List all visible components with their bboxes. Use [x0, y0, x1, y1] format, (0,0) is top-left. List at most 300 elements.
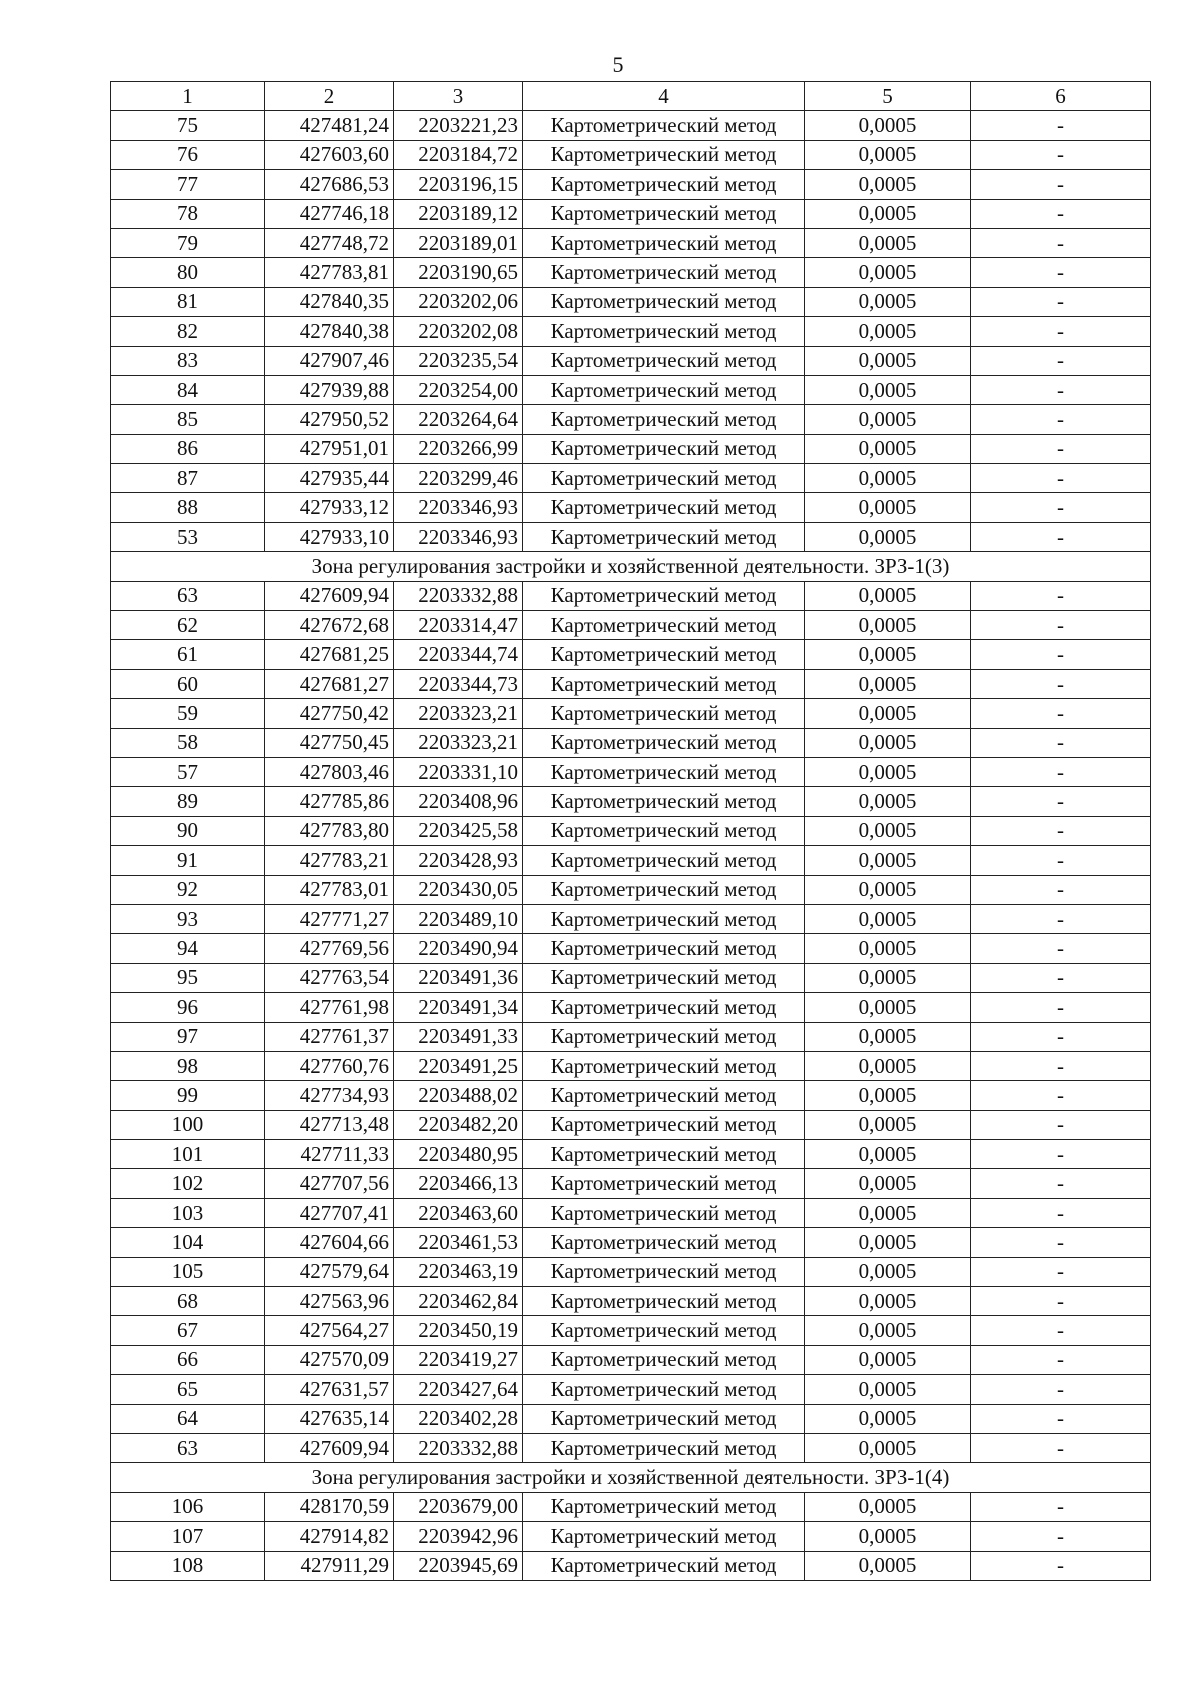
- point-number-cell: 68: [111, 1287, 265, 1316]
- point-number-cell: 85: [111, 405, 265, 434]
- table-row: [111, 375, 1151, 404]
- header-cell-2: 2: [265, 82, 394, 111]
- point-number-cell: 87: [111, 464, 265, 493]
- description-cell: -: [971, 757, 1151, 786]
- method-cell: Картометрический метод: [523, 317, 805, 346]
- description-cell: -: [971, 728, 1151, 757]
- section-title: Зона регулирования застройки и хозяйственной деятельности. ЗРЗ-1(3): [111, 552, 1151, 581]
- method-cell: Картометрический метод: [523, 522, 805, 551]
- method-cell: Картометрический метод: [523, 1022, 805, 1051]
- accuracy-cell: 0,0005: [805, 611, 971, 640]
- point-number-cell: 58: [111, 728, 265, 757]
- point-number-cell: 96: [111, 993, 265, 1022]
- x-coordinate-cell: 427783,81: [265, 258, 394, 287]
- method-cell: Картометрический метод: [523, 493, 805, 522]
- table-row: [111, 875, 1151, 904]
- x-coordinate-cell: 427840,35: [265, 287, 394, 316]
- table-row: [111, 963, 1151, 992]
- accuracy-cell: 0,0005: [805, 317, 971, 346]
- method-cell: Картометрический метод: [523, 228, 805, 257]
- accuracy-cell: 0,0005: [805, 640, 971, 669]
- table-row: [111, 846, 1151, 875]
- x-coordinate-cell: 427686,53: [265, 170, 394, 199]
- method-cell: Картометрический метод: [523, 1169, 805, 1198]
- description-cell: -: [971, 934, 1151, 963]
- method-cell: Картометрический метод: [523, 875, 805, 904]
- y-coordinate-cell: 2203450,19: [394, 1316, 523, 1345]
- method-cell: Картометрический метод: [523, 728, 805, 757]
- accuracy-cell: 0,0005: [805, 1169, 971, 1198]
- description-cell: -: [971, 581, 1151, 610]
- accuracy-cell: 0,0005: [805, 846, 971, 875]
- section-title: Зона регулирования застройки и хозяйственной деятельности. ЗРЗ-1(4): [111, 1463, 1151, 1492]
- y-coordinate-cell: 2203945,69: [394, 1551, 523, 1580]
- accuracy-cell: 0,0005: [805, 434, 971, 463]
- table-row: [111, 1433, 1151, 1462]
- accuracy-cell: 0,0005: [805, 581, 971, 610]
- point-number-cell: 102: [111, 1169, 265, 1198]
- x-coordinate-cell: 427761,37: [265, 1022, 394, 1051]
- point-number-cell: 86: [111, 434, 265, 463]
- point-number-cell: 100: [111, 1110, 265, 1139]
- y-coordinate-cell: 2203266,99: [394, 434, 523, 463]
- method-cell: Картометрический метод: [523, 1110, 805, 1139]
- accuracy-cell: 0,0005: [805, 669, 971, 698]
- method-cell: Картометрический метод: [523, 170, 805, 199]
- table-row: [111, 640, 1151, 669]
- x-coordinate-cell: 427783,01: [265, 875, 394, 904]
- y-coordinate-cell: 2203482,20: [394, 1110, 523, 1139]
- description-cell: -: [971, 1022, 1151, 1051]
- x-coordinate-cell: 427748,72: [265, 228, 394, 257]
- method-cell: Картометрический метод: [523, 1492, 805, 1521]
- y-coordinate-cell: 2203184,72: [394, 140, 523, 169]
- description-cell: -: [971, 669, 1151, 698]
- table-row: [111, 1198, 1151, 1227]
- y-coordinate-cell: 2203332,88: [394, 1433, 523, 1462]
- method-cell: Картометрический метод: [523, 464, 805, 493]
- y-coordinate-cell: 2203427,64: [394, 1375, 523, 1404]
- description-cell: -: [971, 640, 1151, 669]
- y-coordinate-cell: 2203189,12: [394, 199, 523, 228]
- accuracy-cell: 0,0005: [805, 1316, 971, 1345]
- method-cell: Картометрический метод: [523, 904, 805, 933]
- x-coordinate-cell: 427481,24: [265, 111, 394, 140]
- x-coordinate-cell: 427803,46: [265, 757, 394, 786]
- y-coordinate-cell: 2203488,02: [394, 1081, 523, 1110]
- y-coordinate-cell: 2203942,96: [394, 1522, 523, 1551]
- y-coordinate-cell: 2203235,54: [394, 346, 523, 375]
- table-row: [111, 757, 1151, 786]
- accuracy-cell: 0,0005: [805, 1198, 971, 1227]
- x-coordinate-cell: 427933,12: [265, 493, 394, 522]
- point-number-cell: 83: [111, 346, 265, 375]
- y-coordinate-cell: 2203490,94: [394, 934, 523, 963]
- method-cell: Картометрический метод: [523, 140, 805, 169]
- y-coordinate-cell: 2203314,47: [394, 611, 523, 640]
- header-cell-3: 3: [394, 82, 523, 111]
- accuracy-cell: 0,0005: [805, 522, 971, 551]
- description-cell: -: [971, 1198, 1151, 1227]
- method-cell: Картометрический метод: [523, 434, 805, 463]
- header-cell-1: 1: [111, 82, 265, 111]
- point-number-cell: 63: [111, 1433, 265, 1462]
- x-coordinate-cell: 427713,48: [265, 1110, 394, 1139]
- point-number-cell: 78: [111, 199, 265, 228]
- y-coordinate-cell: 2203480,95: [394, 1140, 523, 1169]
- x-coordinate-cell: 427933,10: [265, 522, 394, 551]
- accuracy-cell: 0,0005: [805, 1257, 971, 1286]
- method-cell: Картометрический метод: [523, 1051, 805, 1080]
- y-coordinate-cell: 2203491,34: [394, 993, 523, 1022]
- description-cell: -: [971, 1492, 1151, 1521]
- method-cell: Картометрический метод: [523, 258, 805, 287]
- point-number-cell: 65: [111, 1375, 265, 1404]
- y-coordinate-cell: 2203332,88: [394, 581, 523, 610]
- description-cell: -: [971, 1169, 1151, 1198]
- x-coordinate-cell: 427609,94: [265, 1433, 394, 1462]
- table-row: [111, 993, 1151, 1022]
- point-number-cell: 53: [111, 522, 265, 551]
- table-row: [111, 170, 1151, 199]
- table-row: [111, 1081, 1151, 1110]
- description-cell: -: [971, 140, 1151, 169]
- method-cell: Картометрический метод: [523, 1433, 805, 1462]
- y-coordinate-cell: 2203323,21: [394, 728, 523, 757]
- description-cell: -: [971, 1522, 1151, 1551]
- description-cell: -: [971, 816, 1151, 845]
- accuracy-cell: 0,0005: [805, 1375, 971, 1404]
- description-cell: -: [971, 699, 1151, 728]
- x-coordinate-cell: 427761,98: [265, 993, 394, 1022]
- y-coordinate-cell: 2203419,27: [394, 1345, 523, 1374]
- y-coordinate-cell: 2203428,93: [394, 846, 523, 875]
- accuracy-cell: 0,0005: [805, 405, 971, 434]
- x-coordinate-cell: 427570,09: [265, 1345, 394, 1374]
- point-number-cell: 94: [111, 934, 265, 963]
- y-coordinate-cell: 2203491,25: [394, 1051, 523, 1080]
- x-coordinate-cell: 427914,82: [265, 1522, 394, 1551]
- y-coordinate-cell: 2203346,93: [394, 493, 523, 522]
- x-coordinate-cell: 427785,86: [265, 787, 394, 816]
- table-row: [111, 1404, 1151, 1433]
- y-coordinate-cell: 2203346,93: [394, 522, 523, 551]
- point-number-cell: 67: [111, 1316, 265, 1345]
- point-number-cell: 84: [111, 375, 265, 404]
- accuracy-cell: 0,0005: [805, 258, 971, 287]
- method-cell: Картометрический метод: [523, 963, 805, 992]
- description-cell: -: [971, 904, 1151, 933]
- table-body: [111, 82, 1151, 1581]
- method-cell: Картометрический метод: [523, 1345, 805, 1374]
- point-number-cell: 90: [111, 816, 265, 845]
- header-cell-5: 5: [805, 82, 971, 111]
- section-row: [111, 1463, 1151, 1492]
- method-cell: Картометрический метод: [523, 1140, 805, 1169]
- y-coordinate-cell: 2203462,84: [394, 1287, 523, 1316]
- x-coordinate-cell: 427579,64: [265, 1257, 394, 1286]
- accuracy-cell: 0,0005: [805, 993, 971, 1022]
- table-row: [111, 934, 1151, 963]
- x-coordinate-cell: 427604,66: [265, 1228, 394, 1257]
- y-coordinate-cell: 2203202,06: [394, 287, 523, 316]
- accuracy-cell: 0,0005: [805, 963, 971, 992]
- y-coordinate-cell: 2203196,15: [394, 170, 523, 199]
- description-cell: -: [971, 993, 1151, 1022]
- accuracy-cell: 0,0005: [805, 787, 971, 816]
- point-number-cell: 99: [111, 1081, 265, 1110]
- y-coordinate-cell: 2203491,33: [394, 1022, 523, 1051]
- page-number: 5: [612, 52, 624, 77]
- table-row: [111, 787, 1151, 816]
- accuracy-cell: 0,0005: [805, 1433, 971, 1462]
- description-cell: -: [971, 228, 1151, 257]
- description-cell: -: [971, 787, 1151, 816]
- y-coordinate-cell: 2203491,36: [394, 963, 523, 992]
- y-coordinate-cell: 2203489,10: [394, 904, 523, 933]
- x-coordinate-cell: 427564,27: [265, 1316, 394, 1345]
- method-cell: Картометрический метод: [523, 993, 805, 1022]
- table-row: [111, 434, 1151, 463]
- y-coordinate-cell: 2203466,13: [394, 1169, 523, 1198]
- description-cell: -: [971, 522, 1151, 551]
- description-cell: -: [971, 1110, 1151, 1139]
- description-cell: -: [971, 464, 1151, 493]
- y-coordinate-cell: 2203221,23: [394, 111, 523, 140]
- method-cell: Картометрический метод: [523, 611, 805, 640]
- table-row: [111, 111, 1151, 140]
- x-coordinate-cell: 427783,21: [265, 846, 394, 875]
- table-row: [111, 199, 1151, 228]
- description-cell: -: [971, 611, 1151, 640]
- accuracy-cell: 0,0005: [805, 1404, 971, 1433]
- table-row: [111, 1051, 1151, 1080]
- point-number-cell: 66: [111, 1345, 265, 1374]
- y-coordinate-cell: 2203189,01: [394, 228, 523, 257]
- x-coordinate-cell: 427672,68: [265, 611, 394, 640]
- accuracy-cell: 0,0005: [805, 170, 971, 199]
- x-coordinate-cell: 427635,14: [265, 1404, 394, 1433]
- coordinates-table: [110, 81, 1151, 1581]
- y-coordinate-cell: 2203430,05: [394, 875, 523, 904]
- table-row: [111, 1287, 1151, 1316]
- method-cell: Картометрический метод: [523, 816, 805, 845]
- point-number-cell: 104: [111, 1228, 265, 1257]
- accuracy-cell: 0,0005: [805, 199, 971, 228]
- y-coordinate-cell: 2203408,96: [394, 787, 523, 816]
- method-cell: Картометрический метод: [523, 1375, 805, 1404]
- accuracy-cell: 0,0005: [805, 816, 971, 845]
- table-row: [111, 1257, 1151, 1286]
- method-cell: Картометрический метод: [523, 1228, 805, 1257]
- description-cell: -: [971, 1551, 1151, 1580]
- point-number-cell: 62: [111, 611, 265, 640]
- y-coordinate-cell: 2203463,60: [394, 1198, 523, 1227]
- description-cell: -: [971, 493, 1151, 522]
- table-row: [111, 287, 1151, 316]
- table-row: [111, 317, 1151, 346]
- accuracy-cell: 0,0005: [805, 1492, 971, 1521]
- x-coordinate-cell: 428170,59: [265, 1492, 394, 1521]
- x-coordinate-cell: 427746,18: [265, 199, 394, 228]
- method-cell: Картометрический метод: [523, 699, 805, 728]
- y-coordinate-cell: 2203425,58: [394, 816, 523, 845]
- point-number-cell: 77: [111, 170, 265, 199]
- description-cell: -: [971, 405, 1151, 434]
- x-coordinate-cell: 427750,42: [265, 699, 394, 728]
- accuracy-cell: 0,0005: [805, 346, 971, 375]
- table-row: [111, 228, 1151, 257]
- table-row: [111, 1228, 1151, 1257]
- description-cell: -: [971, 1081, 1151, 1110]
- y-coordinate-cell: 2203402,28: [394, 1404, 523, 1433]
- point-number-cell: 79: [111, 228, 265, 257]
- description-cell: -: [971, 963, 1151, 992]
- description-cell: -: [971, 1140, 1151, 1169]
- x-coordinate-cell: 427911,29: [265, 1551, 394, 1580]
- table-row: [111, 493, 1151, 522]
- x-coordinate-cell: 427771,27: [265, 904, 394, 933]
- description-cell: -: [971, 1051, 1151, 1080]
- x-coordinate-cell: 427939,88: [265, 375, 394, 404]
- y-coordinate-cell: 2203679,00: [394, 1492, 523, 1521]
- method-cell: Картометрический метод: [523, 581, 805, 610]
- x-coordinate-cell: 427950,52: [265, 405, 394, 434]
- method-cell: Картометрический метод: [523, 1404, 805, 1433]
- method-cell: Картометрический метод: [523, 1257, 805, 1286]
- accuracy-cell: 0,0005: [805, 1051, 971, 1080]
- accuracy-cell: 0,0005: [805, 904, 971, 933]
- x-coordinate-cell: 427609,94: [265, 581, 394, 610]
- accuracy-cell: 0,0005: [805, 111, 971, 140]
- accuracy-cell: 0,0005: [805, 1228, 971, 1257]
- point-number-cell: 89: [111, 787, 265, 816]
- table-row: [111, 1316, 1151, 1345]
- section-row: [111, 552, 1151, 581]
- point-number-cell: 105: [111, 1257, 265, 1286]
- method-cell: Картометрический метод: [523, 1198, 805, 1227]
- x-coordinate-cell: 427907,46: [265, 346, 394, 375]
- table-row: [111, 816, 1151, 845]
- point-number-cell: 101: [111, 1140, 265, 1169]
- method-cell: Картометрический метод: [523, 1081, 805, 1110]
- header-row: [111, 82, 1151, 111]
- accuracy-cell: 0,0005: [805, 1022, 971, 1051]
- table-row: [111, 1169, 1151, 1198]
- point-number-cell: 60: [111, 669, 265, 698]
- table-row: [111, 669, 1151, 698]
- accuracy-cell: 0,0005: [805, 228, 971, 257]
- point-number-cell: 57: [111, 757, 265, 786]
- description-cell: -: [971, 317, 1151, 346]
- table-row: [111, 522, 1151, 551]
- method-cell: Картометрический метод: [523, 1316, 805, 1345]
- point-number-cell: 92: [111, 875, 265, 904]
- y-coordinate-cell: 2203264,64: [394, 405, 523, 434]
- y-coordinate-cell: 2203463,19: [394, 1257, 523, 1286]
- accuracy-cell: 0,0005: [805, 1551, 971, 1580]
- point-number-cell: 64: [111, 1404, 265, 1433]
- accuracy-cell: 0,0005: [805, 1522, 971, 1551]
- description-cell: -: [971, 1433, 1151, 1462]
- description-cell: -: [971, 1375, 1151, 1404]
- description-cell: -: [971, 1404, 1151, 1433]
- table-row: [111, 464, 1151, 493]
- description-cell: -: [971, 1228, 1151, 1257]
- point-number-cell: 61: [111, 640, 265, 669]
- accuracy-cell: 0,0005: [805, 699, 971, 728]
- description-cell: -: [971, 434, 1151, 463]
- point-number-cell: 95: [111, 963, 265, 992]
- y-coordinate-cell: 2203299,46: [394, 464, 523, 493]
- method-cell: Картометрический метод: [523, 199, 805, 228]
- method-cell: Картометрический метод: [523, 669, 805, 698]
- y-coordinate-cell: 2203202,08: [394, 317, 523, 346]
- accuracy-cell: 0,0005: [805, 934, 971, 963]
- method-cell: Картометрический метод: [523, 346, 805, 375]
- x-coordinate-cell: 427840,38: [265, 317, 394, 346]
- point-number-cell: 80: [111, 258, 265, 287]
- description-cell: -: [971, 199, 1151, 228]
- x-coordinate-cell: 427681,25: [265, 640, 394, 669]
- description-cell: -: [971, 346, 1151, 375]
- table-row: [111, 1492, 1151, 1521]
- method-cell: Картометрический метод: [523, 787, 805, 816]
- point-number-cell: 81: [111, 287, 265, 316]
- method-cell: Картометрический метод: [523, 287, 805, 316]
- description-cell: -: [971, 1287, 1151, 1316]
- x-coordinate-cell: 427750,45: [265, 728, 394, 757]
- table-row: [111, 405, 1151, 434]
- table-row: [111, 1375, 1151, 1404]
- y-coordinate-cell: 2203344,74: [394, 640, 523, 669]
- x-coordinate-cell: 427707,56: [265, 1169, 394, 1198]
- table-row: [111, 581, 1151, 610]
- header-cell-4: 4: [523, 82, 805, 111]
- accuracy-cell: 0,0005: [805, 1110, 971, 1139]
- accuracy-cell: 0,0005: [805, 757, 971, 786]
- accuracy-cell: 0,0005: [805, 728, 971, 757]
- accuracy-cell: 0,0005: [805, 464, 971, 493]
- point-number-cell: 91: [111, 846, 265, 875]
- point-number-cell: 93: [111, 904, 265, 933]
- accuracy-cell: 0,0005: [805, 375, 971, 404]
- method-cell: Картометрический метод: [523, 640, 805, 669]
- description-cell: -: [971, 375, 1151, 404]
- accuracy-cell: 0,0005: [805, 1140, 971, 1169]
- point-number-cell: 103: [111, 1198, 265, 1227]
- y-coordinate-cell: 2203344,73: [394, 669, 523, 698]
- point-number-cell: 108: [111, 1551, 265, 1580]
- accuracy-cell: 0,0005: [805, 140, 971, 169]
- point-number-cell: 82: [111, 317, 265, 346]
- x-coordinate-cell: 427935,44: [265, 464, 394, 493]
- x-coordinate-cell: 427760,76: [265, 1051, 394, 1080]
- x-coordinate-cell: 427951,01: [265, 434, 394, 463]
- table-row: [111, 904, 1151, 933]
- table-row: [111, 140, 1151, 169]
- table-row: [111, 346, 1151, 375]
- method-cell: Картометрический метод: [523, 934, 805, 963]
- accuracy-cell: 0,0005: [805, 493, 971, 522]
- point-number-cell: 76: [111, 140, 265, 169]
- accuracy-cell: 0,0005: [805, 1287, 971, 1316]
- table-row: [111, 1522, 1151, 1551]
- y-coordinate-cell: 2203254,00: [394, 375, 523, 404]
- x-coordinate-cell: 427603,60: [265, 140, 394, 169]
- point-number-cell: 63: [111, 581, 265, 610]
- y-coordinate-cell: 2203323,21: [394, 699, 523, 728]
